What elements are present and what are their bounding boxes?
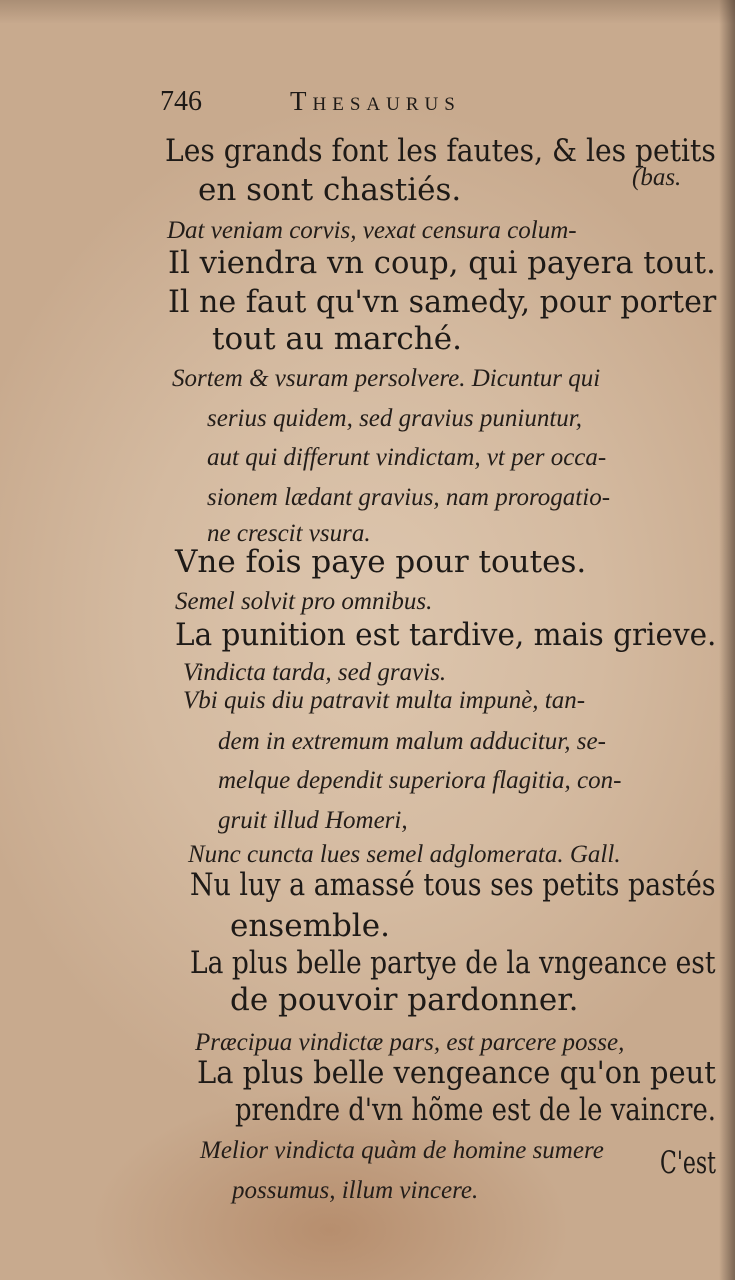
page-gutter-shadow	[719, 0, 735, 1280]
text-line: Il viendra vn coup, qui payera tout.	[168, 245, 716, 281]
text-line: Nu luy a amassé tous ses petits pastés	[190, 867, 716, 903]
top-edge-shadow	[0, 0, 735, 24]
text-line: Vindicta tarda, sed gravis.	[183, 659, 447, 686]
text-line: en sont chastiés.	[198, 172, 462, 208]
text-line: melque dependit superiora flagitia, con-	[218, 767, 622, 794]
text-line: Il ne faut qu'vn samedy, pour porter	[168, 284, 717, 320]
text-line: dem in extremum malum adducitur, se-	[218, 728, 606, 755]
text-line: Semel solvit pro omnibus.	[175, 588, 433, 615]
text-line: de pouvoir pardonner.	[230, 982, 579, 1018]
text-line: Vbi quis diu patravit multa impunè, tan-	[183, 687, 586, 714]
text-line: ne crescit vsura.	[207, 520, 371, 547]
catchword: C'est	[660, 1145, 716, 1181]
text-line: Præcipua vindictæ pars, est parcere posse,	[195, 1029, 625, 1056]
text-line: (bas.	[632, 164, 682, 191]
text-line: Dat veniam corvis, vexat censura colum-	[167, 217, 577, 244]
text-line: ensemble.	[230, 908, 390, 944]
text-line: Nunc cuncta lues semel adglomerata. Gall.	[188, 841, 621, 868]
text-line: Les grands font les fautes, & les petits	[165, 133, 716, 169]
text-line: Melior vindicta quàm de homine sumere	[200, 1137, 604, 1164]
text-line: possumus, illum vincere.	[232, 1177, 479, 1204]
text-line: La plus belle partye de la vngeance est	[190, 945, 716, 981]
text-line: gruit illud Homeri,	[218, 807, 408, 834]
text-line: sionem lædant gravius, nam prorogatio-	[207, 484, 611, 511]
text-line: serius quidem, sed gravius puniuntur,	[207, 405, 582, 432]
text-line: La plus belle vengeance qu'on peut	[197, 1055, 716, 1091]
page-number: 746	[160, 86, 202, 117]
running-title: Thesaurus	[290, 86, 461, 116]
text-line: Vne fois paye pour toutes.	[175, 544, 587, 580]
text-line: Sortem & vsuram persolvere. Dicuntur qui	[172, 365, 601, 392]
text-line: La punition est tardive, mais grieve.	[175, 617, 717, 653]
text-line: aut qui differunt vindictam, vt per occa-	[207, 444, 607, 471]
text-line: tout au marché.	[212, 321, 462, 357]
text-line: prendre d'vn hõme est de le vaincre.	[235, 1092, 717, 1128]
